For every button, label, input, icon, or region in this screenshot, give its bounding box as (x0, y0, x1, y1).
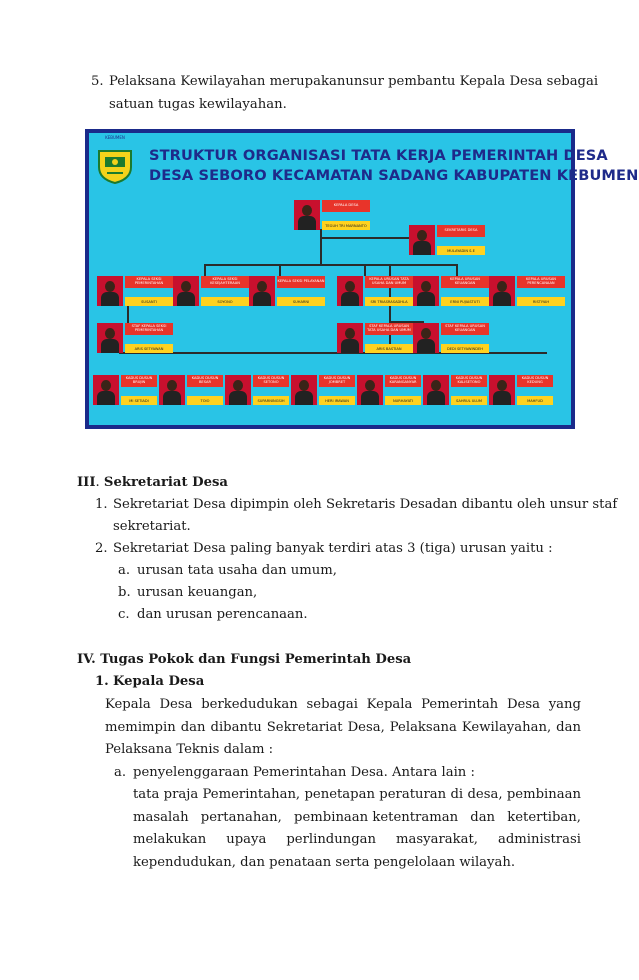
org-node-kaur (337, 276, 413, 306)
list-number: 5. (91, 74, 104, 89)
node-title: STAF KEPALA URUSAN TATA USAHA DAN UMUM (365, 323, 413, 335)
node-title: KEPALA URUSAN KEUANGAN (441, 276, 489, 288)
org-chart (85, 129, 639, 429)
section-heading (77, 475, 228, 490)
list-item-text: Pelaksana Kewilayahan merupakanunsur pembantu Kepala Desa sebagai (109, 74, 599, 89)
section-separator: . (95, 475, 100, 490)
word: Pemerintah (421, 697, 499, 712)
word: masyarakat, (396, 832, 478, 847)
org-node-kadus (159, 375, 223, 405)
node-title: KEPALA DESA (322, 200, 370, 212)
sub-list-letter: c. (118, 607, 130, 622)
word: Pelaksana (389, 720, 457, 735)
org-node-sekretaris-desa (409, 225, 485, 255)
connector (456, 264, 458, 276)
node-name: SUSANTI (125, 297, 173, 306)
word: ketertiban, (507, 810, 581, 825)
node-title: STAF KEPALA SEKSI PEMERINTAHAN (125, 323, 173, 335)
subsection-number: 1. (95, 674, 109, 689)
word: Desa (506, 697, 540, 712)
org-node-kadus (225, 375, 289, 405)
node-title: KADUS DUSUN JOMBRET (319, 375, 355, 387)
list-number: 1. (95, 497, 108, 512)
section-numeral: III (77, 475, 96, 490)
node-name: SUPARNINGSIH (253, 396, 289, 405)
word: penetapan (304, 787, 375, 802)
node-name: MAHFUD (517, 396, 553, 405)
org-node-kepala-desa (294, 200, 370, 230)
list-number: 2. (95, 541, 108, 556)
list-item-text-cont: sekretariat. (113, 519, 191, 534)
word: dan (556, 720, 581, 735)
portrait-photo (97, 323, 123, 353)
word: dan (470, 810, 496, 825)
sub-list-text: urusan tata usaha dan umum, (137, 563, 337, 578)
connector (279, 264, 281, 276)
org-node-kadus (93, 375, 157, 405)
node-name: SUHARNI (277, 297, 325, 306)
node-title: KADUS DUSUN KARANGANYAR (385, 375, 421, 387)
org-node-kasi (249, 276, 325, 306)
word: Kepala (105, 697, 151, 712)
portrait-photo (489, 375, 515, 405)
paragraph-line (133, 832, 581, 847)
portrait-photo (225, 375, 251, 405)
sub-list-letter: a. (118, 563, 131, 578)
node-title: KEPALA SEKSI KESEJAHTERAAN (201, 276, 249, 288)
sub-list-letter: a. (114, 765, 127, 780)
node-name: MULAYADIN S.E (437, 246, 485, 255)
word: pertanahan, (200, 810, 282, 825)
node-name: TOIO (187, 396, 223, 405)
node-name: DEDI SETYAWINDEH (441, 344, 489, 353)
word: Desa (159, 697, 193, 712)
portrait-photo (337, 276, 363, 306)
sub-list-text: dan urusan perencanaan. (137, 607, 308, 622)
section-heading: IV. Tugas Pokok dan Fungsi Pemerintah Desa (77, 652, 412, 667)
word: Sekretariat (266, 720, 343, 735)
word: perlindungan (286, 832, 377, 847)
portrait-photo (413, 323, 439, 353)
word: berkedudukan (201, 697, 298, 712)
paragraph-line (133, 787, 581, 802)
node-title: KADUS DUSUN BESAR (187, 375, 223, 387)
section-title: Sekretariat Desa (103, 475, 228, 490)
portrait-photo (159, 375, 185, 405)
node-name: HERI IRAWAN (319, 396, 355, 405)
node-title: KEPALA URUSAN TATA USAHA DAN UMUM (365, 276, 413, 288)
chart-title-line1: STRUKTUR ORGANISASI TATA KERJA PEMERINTAH DESA (149, 147, 608, 164)
word: Kepala (366, 697, 413, 712)
chart-title-line2: DESA SEBORO KECAMATAN SADANG KABUPATEN KEBUMEN (149, 167, 639, 184)
word: pembinaan (506, 787, 581, 802)
word: yang (548, 697, 581, 712)
word: tata (133, 787, 160, 802)
word: Pemerintahan, (202, 787, 301, 802)
portrait-photo (173, 276, 199, 306)
portrait-photo (294, 200, 320, 230)
paragraph-line (105, 697, 581, 712)
word: desa, (467, 787, 503, 802)
portrait-photo (423, 375, 449, 405)
node-name: NURHAYATI (385, 396, 421, 405)
word: dibantu (210, 720, 262, 735)
node-title: KEPALA SEKSI PEMERINTAHAN (125, 276, 173, 288)
word: melakukan (133, 832, 207, 847)
portrait-photo (357, 375, 383, 405)
portrait-photo (409, 225, 435, 255)
org-node-kadus (357, 375, 421, 405)
word: pembinaan ketentraman (294, 810, 459, 825)
org-node-kasi (173, 276, 249, 306)
list-item-text: Sekretariat Desa dipimpin oleh Sekretaris Desadan dibantu oleh unsur staf (113, 497, 618, 512)
paragraph-line: kependudukan, dan penataan serta pengelolaan wilayah. (133, 855, 516, 870)
node-name: SRI TRIASRASADHLA (365, 297, 413, 306)
portrait-photo (413, 276, 439, 306)
list-item-text: Sekretariat Desa paling banyak terdiri atas 3 (tiga) urusan yaitu : (113, 541, 553, 556)
portrait-photo (337, 323, 363, 353)
node-title: SEKRETARIS DESA (437, 225, 485, 237)
word: Desa, (347, 720, 385, 735)
portrait-photo (291, 375, 317, 405)
node-title: KEPALA SEKSI PELAYANAN (277, 276, 325, 288)
paragraph-line (105, 720, 581, 735)
word: praja (163, 787, 199, 802)
node-name: SOYONO (201, 297, 249, 306)
org-chart-canvas (89, 133, 639, 425)
portrait-photo (97, 276, 123, 306)
node-title: STAF KEPALA URUSAN KEUANGAN (441, 323, 489, 335)
node-name: ARIS BASTIAN (365, 344, 413, 353)
word: Kewilayahan, (461, 720, 552, 735)
subsection-title: Kepala Desa (113, 674, 205, 689)
org-node-kaur (413, 276, 489, 306)
node-title: KADUS DUSUN KALISETONO (451, 375, 487, 387)
paragraph-line (133, 810, 581, 825)
portrait-photo (489, 276, 515, 306)
word: administrasi (497, 832, 581, 847)
word: di (450, 787, 464, 802)
emblem-label: KEBUMEN (105, 135, 125, 140)
sub-list-text: urusan keuangan, (137, 585, 258, 600)
org-node-staf (413, 323, 489, 353)
paragraph-line: Pelaksana Teknis dalam : (105, 742, 274, 757)
word: memimpin (105, 720, 176, 735)
connector (320, 229, 322, 264)
node-name: TEGUH TRI MARNANTO (322, 221, 370, 230)
portrait-photo (249, 276, 275, 306)
sub-list-letter: b. (118, 585, 131, 600)
node-name: ARIS SETYAWAN (125, 344, 173, 353)
node-title: KADUS DUSUN BRUJIN (121, 375, 157, 387)
word: upaya (226, 832, 267, 847)
org-node-kadus (423, 375, 487, 405)
org-node-staf (337, 323, 413, 353)
org-node-kaur (489, 276, 565, 306)
org-node-kasi (97, 276, 173, 306)
org-node-kadus (489, 375, 553, 405)
org-node-kadus (291, 375, 355, 405)
connector (364, 264, 366, 276)
org-node-staf (97, 323, 173, 353)
node-name: SAHRUL ULUM (451, 396, 487, 405)
portrait-photo (93, 375, 119, 405)
kebumen-emblem-icon (95, 145, 135, 185)
node-name: MI SETIADI (121, 396, 157, 405)
word: dan (180, 720, 206, 735)
connector (204, 264, 206, 276)
connector (204, 264, 456, 266)
node-title: KADUS DUSUN KEDUNG (517, 375, 553, 387)
word: peraturan (379, 787, 447, 802)
word: sebagai (306, 697, 358, 712)
sub-list-text: penyelenggaraan Pemerintahan Desa. Antara lain : (133, 765, 475, 780)
node-title: KADUS DUSUN SETONO (253, 375, 289, 387)
connector (320, 237, 410, 239)
word: masalah (133, 810, 189, 825)
list-item-text-cont: satuan tugas kewilayahan. (109, 97, 287, 112)
node-name: ERNI PUJIASTUTI (441, 297, 489, 306)
node-name: RISTIYAH (517, 297, 565, 306)
node-title: KEPALA URUSAN PERENCANAAN (517, 276, 565, 288)
